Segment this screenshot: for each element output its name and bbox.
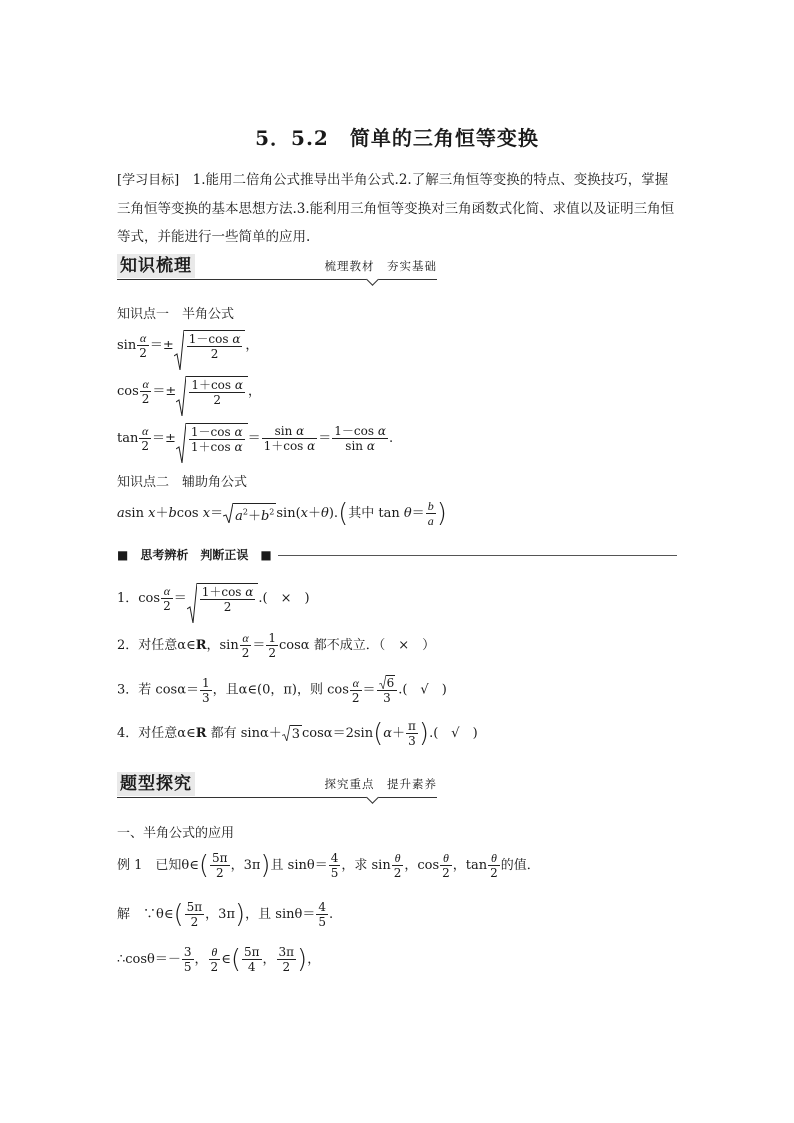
think-title: ■ 思考辨析 判断正误 ■	[117, 546, 278, 563]
formula-tan-half: tan $\frac{\alpha}{2}$ ＝± $\frac{\text{1－cos α}}{\text{1＋cos α}}$ ＝ $\frac{\text{sin α}}{\text{1＋cos α}}$ ＝ $\frac{\text{1－cos α}}{\text{sin α}}$ .	[117, 423, 393, 454]
solution-line-1: 解 ∵θ∈( $\frac{5\pi}{2}$ ，3π)，且 sinθ＝ $\frac{4}{5}$ .	[117, 899, 334, 930]
judge-mark-1: ×	[280, 591, 292, 606]
solution-line-2: ∴cosθ＝－ $\frac{3}{5}$ ， $\frac{\theta}{2}$ ∈( $\frac{5\pi}{4}$ ， $\frac{3\pi}{2}$ )，	[117, 944, 321, 975]
learning-objectives	[117, 166, 679, 251]
rule-notch	[366, 273, 379, 286]
formula-cos-half: cos $\frac{\alpha}{2}$ ＝± $\frac{\text{1＋cos α}}{2}$ ，	[117, 376, 261, 407]
page-title: 5．5.2 简单的三角恒等变换	[255, 126, 539, 150]
section-header-explore	[117, 772, 437, 798]
objectives-text: 1.能用二倍角公式推导出半角公式.2.了解三角恒等变换的特点、变换技巧，掌握三角恒等变换的基本思想方法.3.能利用三角恒等变换对三角函数式化简、求值以及证明三角恒等式，并能进行一些简单的应用.	[117, 172, 675, 245]
judge-item-2: 2．对任意α∈R，sin $\frac{\alpha}{2}$ ＝ $\frac{1}{2}$ cosα 都不成立．（ × ）	[117, 631, 436, 660]
think-judge-banner	[117, 546, 677, 564]
section-rule	[117, 797, 437, 799]
knowledge-point-2-title: 知识点二 辅助角公式	[117, 475, 248, 490]
section-subtitle: 探究重点 提升素养	[324, 777, 437, 791]
objectives-tag: [学习目标]	[117, 173, 180, 188]
judge-mark-4: √	[451, 726, 460, 741]
section-header-knowledge	[117, 254, 437, 280]
knowledge-point-1-title: 知识点一 半角公式	[117, 307, 235, 322]
judge-mark-2: ×	[398, 638, 410, 653]
judge-item-3: 3．若 cosα＝ $\frac{1}{3}$ ，且α∈(0，π)，则 cos $\frac{\alpha}{2}$ ＝ $\frac{6}{3}$ .( √ )	[117, 675, 447, 705]
judge-item-4: 4．对任意α∈R 都有 sinα＋ 3 cosα＝2sin(α＋ $\frac{\pi}{3}$ ).( √ )	[117, 718, 478, 749]
section-rule	[117, 279, 437, 281]
judge-item-1: 1．cos $\frac{\alpha}{2}$ ＝ $\frac{\text{1＋cos α}}{2}$ .( × )	[117, 583, 310, 614]
example-1: 例 1 已知θ∈( $\frac{5\pi}{2}$ ，3π)且 sinθ＝ $\frac{4}{5}$ ，求 sin $\frac{\theta}{2}$ ，cos $\frac{\theta}{2}$ ，tan $\frac{\theta}{2}$ 的值．	[117, 850, 540, 881]
section-subtitle: 梳理教材 夯实基础	[324, 259, 437, 273]
rule-notch	[366, 791, 379, 804]
judge-mark-3: √	[420, 682, 429, 698]
section-title: 题型探究	[117, 772, 195, 796]
part-1-title: 一、半角公式的应用	[117, 826, 235, 841]
section-title: 知识梳理	[117, 254, 195, 278]
formula-auxiliary-angle: asin x＋bcos x＝ $a^2+b^2$ sin(x＋θ).(其中 tan θ＝ $\frac{b}{a}$ )	[117, 498, 447, 529]
formula-sin-half: sin $\frac{\alpha}{2}$ ＝± $\frac{\text{1－cos α}}{2}$ ，	[117, 330, 258, 361]
